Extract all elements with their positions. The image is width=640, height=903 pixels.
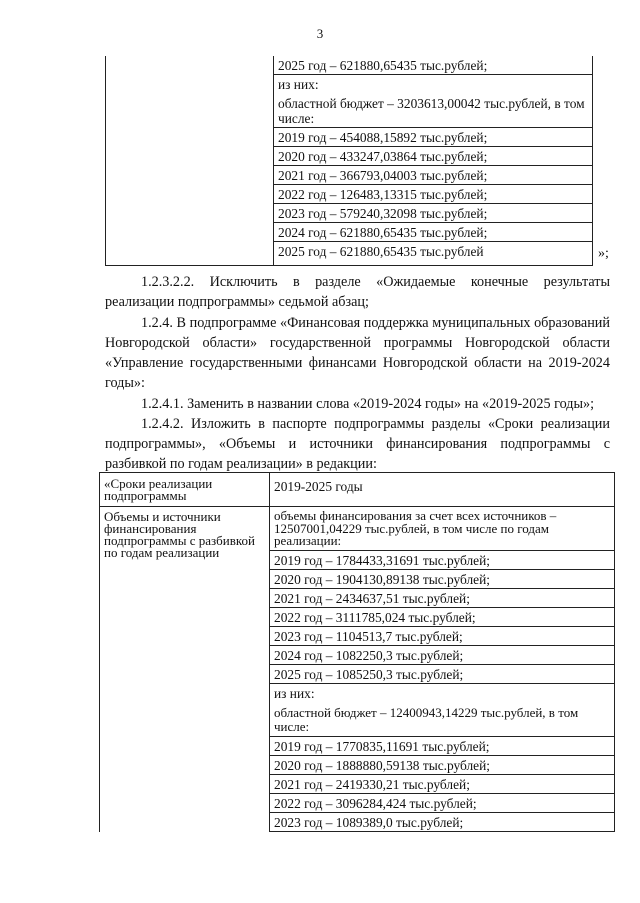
- table-line: из них:: [274, 686, 315, 701]
- closing-quote: »;: [598, 246, 609, 261]
- table-line: объемы финансирования за счет всех источников – 12507001,04229 тыс.рублей, в том числе по годам реализации:: [270, 507, 614, 551]
- financing-table-continuation: [105, 56, 593, 266]
- row-label-financing: Объемы и источники финансирования подпрограммы с разбивкой по годам реализации: [104, 509, 255, 560]
- table-line: 2021 год – 2434637,51 тыс.рублей;: [270, 589, 614, 608]
- financing-values-cell: [274, 56, 592, 261]
- table-line: 2021 год – 366793,04003 тыс.рублей;: [274, 166, 592, 185]
- table-line: 2025 год – 621880,65435 тыс.рублей: [278, 244, 484, 259]
- paragraph-1-2-4-1: 1.2.4.1. Заменить в названии слова «2019-2024 годы» на «2019-2025 годы»;: [141, 396, 595, 412]
- paragraph-1-2-3-2-2: 1.2.3.2.2. Исключить в разделе «Ожидаемые конечные результаты реализации подпрограммы» седьмой абзац;: [105, 274, 610, 310]
- table-line: 2020 год – 433247,03864 тыс.рублей;: [274, 147, 592, 166]
- row-value-terms: 2019-2025 годы: [274, 479, 363, 494]
- table-line: 2024 год – 1082250,3 тыс.рублей;: [270, 646, 614, 665]
- table-line: 2020 год – 1904130,89138 тыс.рублей;: [270, 570, 614, 589]
- table-line: областной бюджет – 12400943,14229 тыс.рублей, в том числе:: [270, 703, 614, 737]
- table-line: 2023 год – 1104513,7 тыс.рублей;: [270, 627, 614, 646]
- table-line: 2025 год – 1085250,3 тыс.рублей;: [270, 665, 614, 684]
- paragraph-1-2-4-2: 1.2.4.2. Изложить в паспорте подпрограммы разделы «Сроки реализации подпрограммы», «Объемы и источники финансирования подпрограммы с разбивкой по годам реализации» в редакции:: [105, 416, 610, 472]
- table-line: из них:: [278, 77, 319, 92]
- table-line: 2025 год – 621880,65435 тыс.рублей;: [274, 56, 592, 75]
- table-line: 2024 год – 621880,65435 тыс.рублей;: [274, 223, 592, 242]
- paragraph-1-2-4: 1.2.4. В подпрограмме «Финансовая поддержка муниципальных образований Новгородской области» государственной программы Новгородской области «Управление государственными финансами Новгородской области на 2019-2024 годы»:: [105, 315, 610, 391]
- table-line: 2020 год – 1888880,59138 тыс.рублей;: [270, 756, 614, 775]
- table-line: 2022 год – 3111785,024 тыс.рублей;: [270, 608, 614, 627]
- table-line: 2023 год – 1089389,0 тыс.рублей;: [270, 813, 614, 832]
- table-line: 2019 год – 1770835,11691 тыс.рублей;: [270, 737, 614, 756]
- table-line: 2022 год – 3096284,424 тыс.рублей;: [270, 794, 614, 813]
- row-label-terms: «Сроки реализации подпрограммы: [104, 476, 213, 503]
- table-line: 2021 год – 2419330,21 тыс.рублей;: [270, 775, 614, 794]
- financing-values-cell: [270, 507, 614, 832]
- table-line: 2023 год – 579240,32098 тыс.рублей;: [274, 204, 592, 223]
- subprogram-passport-table: [99, 472, 615, 832]
- table-line: 2022 год – 126483,13315 тыс.рублей;: [274, 185, 592, 204]
- table-line: 2019 год – 1784433,31691 тыс.рублей;: [270, 551, 614, 570]
- table-line: 2019 год – 454088,15892 тыс.рублей;: [274, 128, 592, 147]
- page-number: 3: [316, 26, 324, 41]
- table-line: областной бюджет – 3203613,00042 тыс.рублей, в том числе:: [274, 94, 592, 128]
